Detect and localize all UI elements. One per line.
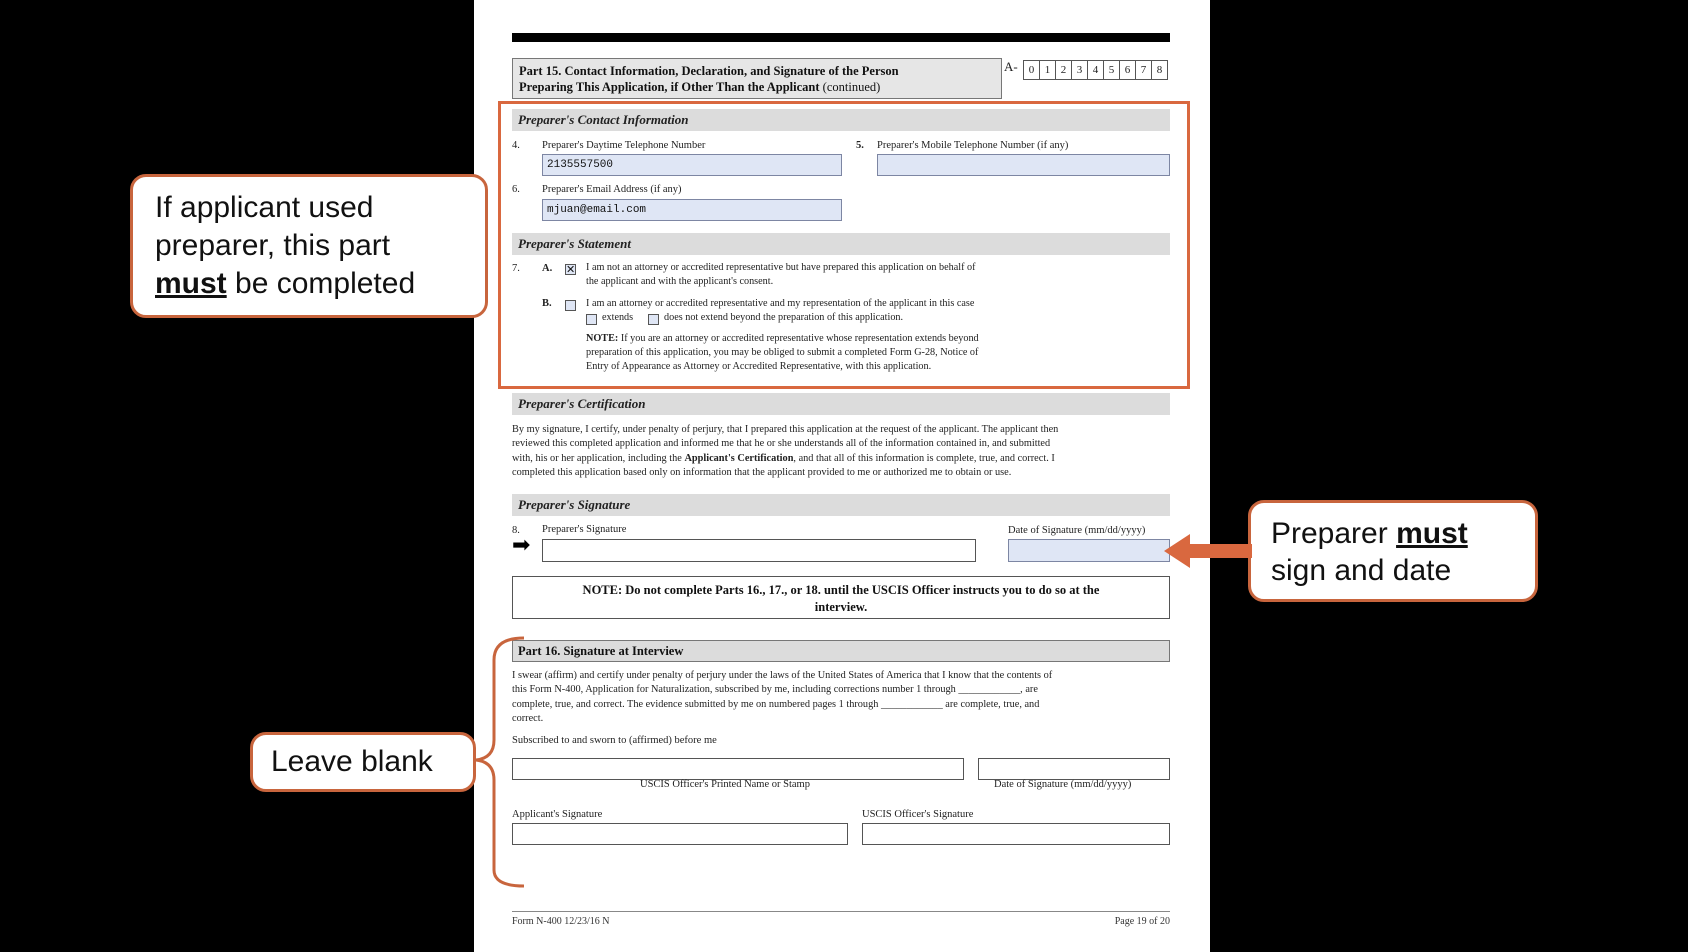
form-id: Form N-400 12/23/16 N [512,916,610,927]
note-box-line2: interview. [814,600,868,614]
part16-oath [512,669,1170,726]
leave-blank-bracket [474,630,524,892]
q7-number: 7. [512,263,520,274]
preparer-callout-line1: If applicant used [155,191,374,224]
do-not-complete-note [512,576,1170,619]
preparer-callout-line2: preparer, this part [155,229,391,262]
certification-text [512,423,1170,480]
sign-here-arrow-icon: ➡ [512,533,531,558]
q5-label: Preparer's Mobile Telephone Number (if any) [877,140,1069,151]
sign-callout [1248,500,1538,602]
q7a-letter: A. [542,263,553,274]
part16-line2: this Form N-400, Application for Naturalization, subscribed by me, including corrections number 1 through ____________, are [512,684,1038,696]
q7b-letter: B. [542,298,552,309]
applicants-certification: Applicant's Certification [684,452,794,464]
q7a-line1: I am not an attorney or accredited representative but have prepared this application on behalf of [586,262,976,273]
q4-number: 4. [512,140,520,151]
part15-title-line1: Part 15. Contact Information, Declaration, and Signature of the Person [519,64,899,78]
part16-line3: complete, true, and correct. The evidence submitted by me on numbered pages 1 through ____________ are complete, true, and [512,698,1040,710]
leave-blank-callout: Leave blank [250,732,476,792]
certification-line3-pre: with, his or her application, including the [512,452,685,464]
note-line1: If you are an attorney or accredited representative whose representation extends beyond [620,333,979,344]
callout-arrow-shape [1164,534,1252,568]
q7a-checkbox[interactable]: ✕ [566,263,576,276]
certification-line2: reviewed this completed application and informed me that he or she understands all of the information contained in, and submitted [512,438,1051,450]
part15-header [512,58,1002,99]
applicant-signature-box[interactable] [512,823,848,845]
part15-continued: (continued) [822,80,881,94]
a-number-digit[interactable]: 1 [1039,60,1056,80]
preparer-date-field[interactable] [1008,539,1170,562]
applicant-signature-label: Applicant's Signature [512,809,603,820]
preparer-callout [130,174,488,318]
daytime-phone-field[interactable]: 2135557500 [542,154,842,176]
officer-date-box[interactable] [978,758,1170,780]
part15-title-line2: Preparing This Application, if Other Than the Applicant [519,80,820,94]
a-number-digit[interactable]: 7 [1135,60,1152,80]
certification-line1: By my signature, I certify, under penalty of perjury, that I prepared this application at the request of the applicant. The applicant then [512,424,1059,435]
q5-number: 5. [856,140,864,151]
preparer-date-label: Date of Signature (mm/dd/yyyy) [1008,525,1146,536]
subscribed-label: Subscribed to and sworn to (affirmed) before me [512,735,717,746]
preparer-signature-box[interactable] [542,539,976,562]
statement-section-heading: Preparer's Statement [512,233,1170,255]
does-not-extend-label: does not extend beyond the preparation of this application. [664,312,904,323]
q4-label: Preparer's Daytime Telephone Number [542,140,706,151]
signature-section-heading: Preparer's Signature [512,494,1170,516]
certification-line4: completed this application based only on information that the applicant provided to me or authorized me to obtain or use. [512,466,1012,478]
preparer-callout-must: must [155,267,227,300]
officer-date-label: Date of Signature (mm/dd/yyyy) [994,779,1132,790]
note-line2: preparation of this application, you may be obliged to submit a completed Form G-28, Notice of [586,347,979,358]
a-number-digit[interactable]: 5 [1103,60,1120,80]
a-number-digit[interactable]: 0 [1023,60,1040,80]
bracket-path [476,638,524,886]
part16-line4: correct. [512,712,544,724]
officer-name-label: USCIS Officer's Printed Name or Stamp [640,779,810,790]
a-number-digit[interactable]: 6 [1119,60,1136,80]
q7a-line2: the applicant and with the applicant's consent. [586,276,774,287]
preparer-highlight-frame [498,101,1190,389]
page-number: Page 19 of 20 [1114,916,1170,927]
q6-label: Preparer's Email Address (if any) [542,184,682,195]
callout-arrow-icon [1164,534,1254,568]
top-rule [512,33,1170,42]
form-page [474,0,1210,952]
officer-signature-box[interactable] [862,823,1170,845]
a-number-digit[interactable]: 4 [1087,60,1104,80]
page-footer [512,911,1170,927]
a-number-field[interactable] [1024,60,1168,80]
q6-number: 6. [512,184,520,195]
officer-signature-label: USCIS Officer's Signature [862,809,974,820]
a-number-digit[interactable]: 3 [1071,60,1088,80]
a-number-prefix: A- [1004,59,1018,74]
note-label: NOTE: [586,333,619,344]
note-line3: Entry of Appearance as Attorney or Accredited Representative, with this application. [586,361,932,372]
preparer-callout-line3: be completed [226,267,416,300]
officer-name-box[interactable] [512,758,964,780]
part16-line1: I swear (affirm) and certify under penalty of perjury under the laws of the United States of America that I know that the contents of [512,670,1053,681]
sign-callout-line2: sign and date [1271,554,1452,587]
note-box-line1: NOTE: Do not complete Parts 16., 17., or 18. until the USCIS Officer instructs you to do so at the [582,583,1100,597]
contact-section-heading: Preparer's Contact Information [512,109,1170,131]
extends-label: extends [602,312,634,323]
a-number-digit[interactable]: 2 [1055,60,1072,80]
part16-header: Part 16. Signature at Interview [512,640,1170,662]
sign-callout-pre: Preparer [1271,517,1397,550]
preparer-signature-label: Preparer's Signature [542,524,627,535]
certification-section-heading: Preparer's Certification [512,393,1170,415]
a-number-digit[interactable]: 8 [1151,60,1168,80]
q7b-line1: I am an attorney or accredited representative and my representation of the applicant in this case [586,298,975,309]
q8-number: 8. [512,525,520,536]
certification-line3-post: , and that all of this information is complete, true, and correct. I [793,452,1055,464]
sign-callout-must: must [1396,517,1468,550]
email-field[interactable]: mjuan@email.com [542,199,842,221]
